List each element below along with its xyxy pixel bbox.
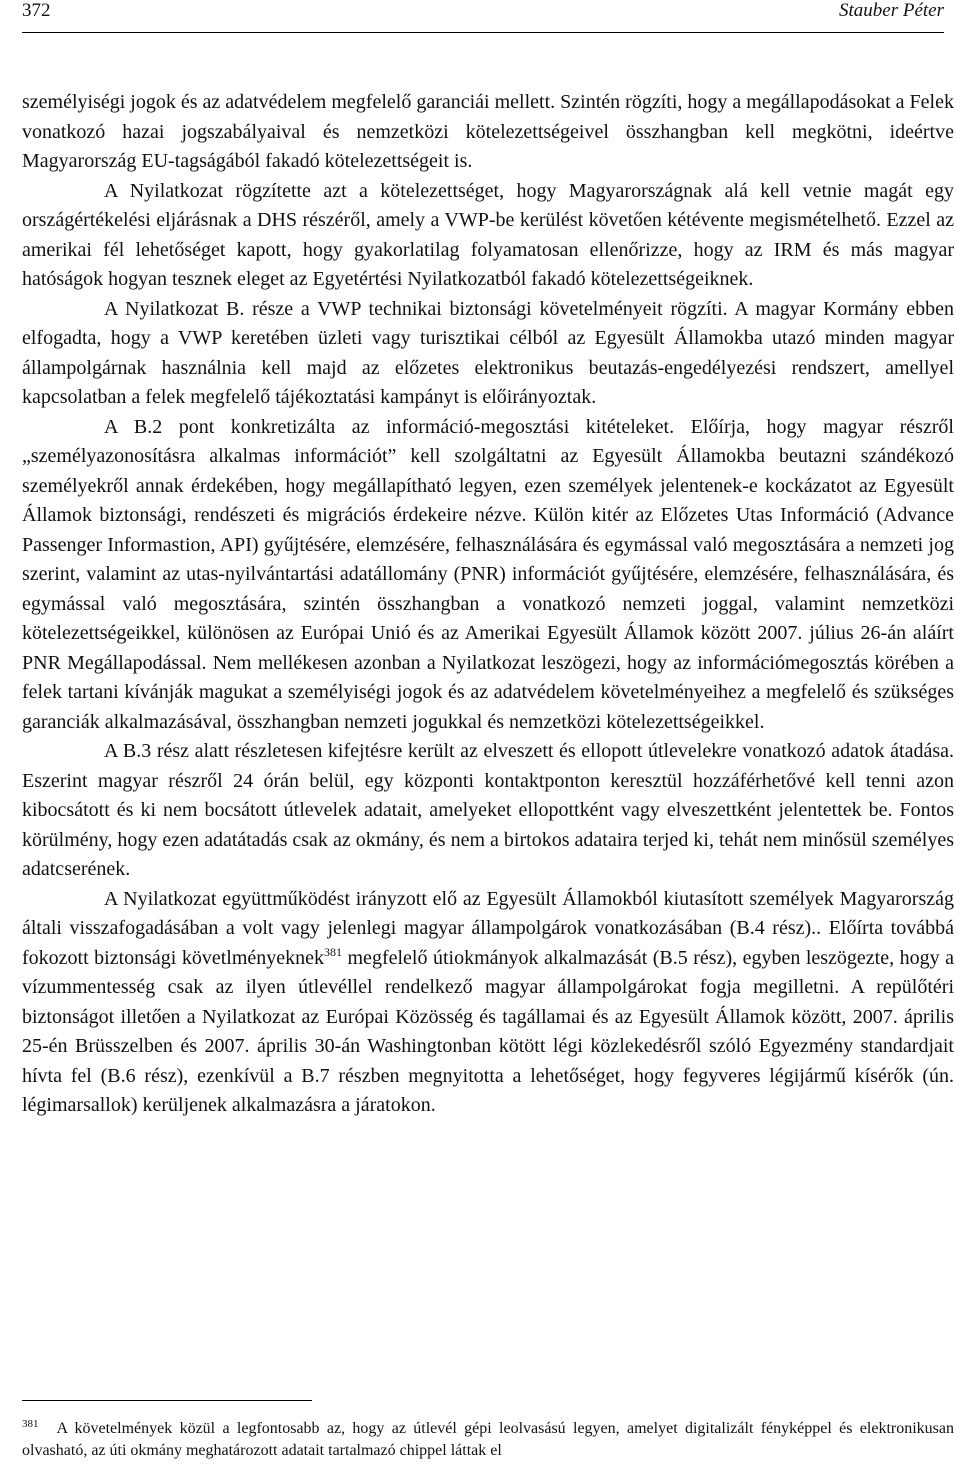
page-header bbox=[22, 0, 944, 33]
body-text bbox=[22, 88, 954, 1121]
paragraph bbox=[22, 885, 954, 1121]
paragraph: A Nyilatkozat B. része a VWP technikai biztonsági követelményeit rögzíti. A magyar Kormány ebben elfogadta, hogy a VWP keretében üzleti vagy turisztikai célból az Egyesült Államokba utazó minden magyar állampolgárnak használnia kell majd az előzetes elektronikus beutazás-engedélyezési rendszert, amellyel kapcsolatban a felek megfelelő tájékoztatási kampányt is előirányoztak. bbox=[22, 297, 954, 408]
paragraph: A B.2 pont konkretizálta az információ-megosztási kitételeket. Előírja, hogy magyar részről „személyazonosításra alkalmas információt” kell szolgáltatni az Egyesült Államokba beutazni szándékozó személyekről annak érdekében, hogy megállapítható legyen, ezen személyek jelentenek-e kockázatot az Egyesült Államok biztonsági, rendészeti és migrációs érdekeire nézve. Külön kitér az Előzetes Utas Információ (Advance Passenger Informastion, API) gyűjtésére, elemzésére, felhasználására és egymással való megosztására a nemzeti jog szerint, valamint az utas-nyilvántartási adatállomány (PNR) információt gyűjtésére, elemzésére, felhasználására, és egymással való megosztására, szintén összhangban a vonatkozó nemzeti joggal, valamint nemzetközi kötelezettségeikkel, különösen az Európai Unió és az Amerikai Egyesült Államok között 2007. július 26-án aláírt PNR Megállapodással. Nem mellékesen azonban a Nyilatkozat leszögezi, hogy az információmegosztás körében a felek tartani kívánják magukat a személyiségi jogok és az adatvédelem követelményeihez a megfelelő és szükséges garanciák alkalmazásával, összhangban nemzeti jogukkal és nemzetközi kötelezettségeikkel. bbox=[22, 415, 954, 733]
paragraph: A Nyilatkozat rögzítette azt a kötelezettséget, hogy Magyarországnak alá kell vetnie magát egy országértékelési eljárásnak a DHS részéről, amely a VWP-be kerülést követően kétévente megismételhető. Ezzel az amerikai fél lehetőséget kapott, hogy gyakorlatilag folyamatosan ellenőrizze, hogy az IRM és más magyar hatóságok hogyan tesznek eleget az Egyetértési Nyilatkozatból fakadó kötelezettségeiknek. bbox=[22, 179, 954, 290]
running-head-author: Stauber Péter bbox=[838, 0, 944, 21]
page-number: 372 bbox=[22, 0, 51, 21]
footnote-text: A követelmények közül a legfontosabb az, hogy az útlevél gépi leolvasású legyen, amelyet digitalizált fényképpel és elektronikusan olvasható, az úti okmány meghatározott adatait tartalmazó chippel láttak el bbox=[22, 1420, 954, 1459]
footnote-number: 381 bbox=[22, 1418, 39, 1430]
paragraph-text: megfelelő útiokmányok alkalmazását (B.5 rész), egyben leszögezte, hogy a vízummentesség csak az ilyen útlevéllel rendelkező magyar állampolgárokat fogja megilletni. A repülőtéri biztonságot illetően a Nyilatkozat az Európai Közösség és tagállamai és az Egyesült Államok között, 2007. április 25-én Brüsszelben és 2007. április 30-án Washingtonban kötött légi közlekedésről szóló Egyezmény standardjait hívta fel (B.6 rész), ezenkívül a B.7 részben megnyitotta a lehetőséget, hogy fegyveres légijármű kísérők (ún. légimarsallok) kerüljenek alkalmazásra a járatokon. bbox=[22, 946, 954, 1116]
footnote-separator bbox=[22, 1400, 312, 1401]
paragraph-text: A Nyilatkozat együttműködést irányzott elő az Egyesült Államokból kiutasított személyek Magyarország általi visszafogadásában a volt vagy jelenlegi magyar állampolgárok vonatkozásában (B.4 rész).. Előírta továbbá fokozott biztonsági követlményeknek bbox=[22, 887, 954, 969]
paragraph: személyiségi jogok és az adatvédelem megfelelő garanciái mellett. Szintén rögzíti, hogy a megállapodásokat a Felek vonatkozó hazai jogszabályaival és nemzetközi kötelezettségeivel összhangban kell megkötni, ideértve Magyarország EU-tagságából fakadó kötelezettségeit is. bbox=[22, 91, 954, 172]
footnote-reference[interactable]: 381 bbox=[324, 944, 343, 959]
footnote bbox=[22, 1418, 954, 1462]
paragraph: A B.3 rész alatt részletesen kifejtésre került az elveszett és ellopott útlevelekre vonatkozó adatok átadása. Eszerint magyar részről 24 órán belül, egy központi kontaktponton keresztül hozzáférhetővé kell tenni azon kibocsátott és ki nem bocsátott útlevelek adatait, amelyeket ellopottként vagy elveszettként jelentettek be. Fontos körülmény, hogy ezen adatátadás csak az okmány, és nem a birtokos adataira terjed ki, tehát nem minősül személyes adatcserének. bbox=[22, 740, 954, 880]
